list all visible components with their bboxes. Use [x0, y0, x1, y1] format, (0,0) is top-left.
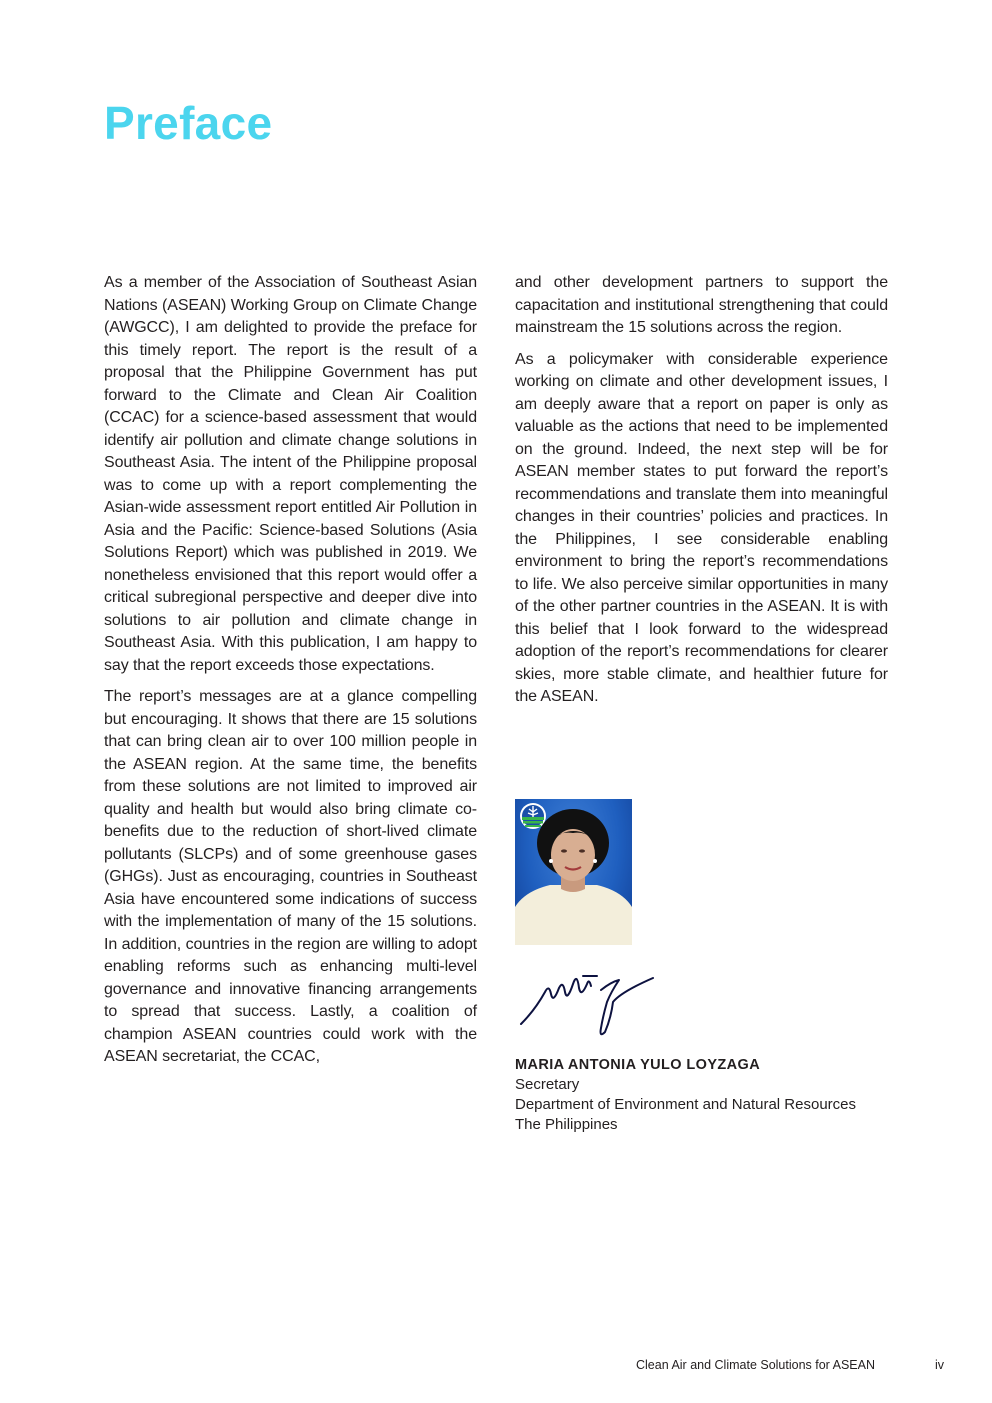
signatory-name: MARIA ANTONIA YULO LOYZAGA: [515, 1057, 761, 1073]
body-paragraph: and other development partners to support the capacitation and institutional strengthening that could mainstream the 15 solutions across the region.: [515, 274, 888, 336]
page-title: Preface: [104, 97, 273, 149]
footer-page-number: iv: [935, 1358, 945, 1372]
signatory-position: Secretary: [515, 1076, 580, 1093]
signature-image: [515, 962, 665, 1042]
denr-logo-icon: [520, 803, 546, 829]
body-paragraph: As a policymaker with considerable experience working on climate and other development issues, I am deeply aware that a report on paper is only as valuable as the actions that need to be implemented on the ground. Indeed, the next step will be for ASEAN member states to put forward the report’s recommendations and translate them into meaningful changes in their countries’ policies and practices. In the Philippines, I see considerable enabling environment to bring the report’s recommendations to life. We also perceive similar opportunities in many of the other partner countries in the ASEAN. It is with this belief that I look forward to the widespread adoption of the report’s recommendations for clearer skies, more stable climate, and healthier future for the ASEAN.: [515, 350, 888, 705]
footer-publication-title: Clean Air and Climate Solutions for ASEAN: [636, 1358, 876, 1372]
body-paragraph: As a member of the Association of Southeast Asian Nations (ASEAN) Working Group on Climate Change (AWGCC), I am delighted to provide the preface for this timely report. The report is the result of a proposal that the Philippine Government has put forward to the Climate and Clean Air Coalition (CCAC) for a science-based assessment that would identify air pollution and climate change solutions in Southeast Asia. The intent of the Philippine proposal was to come up with a report complementing the Asian-wide assessment report entitled Air Pollution in Asia and the Pacific: Science-based Solutions (Asia Solutions Report) which was published in 2019. We nonetheless envisioned that this report would offer a critical subregional perspective and deeper dive into solutions to air pollution and climate change in Southeast Asia. With this publication, I am happy to say that the report exceeds those expectations.: [104, 274, 477, 674]
body-paragraph: The report’s messages are at a glance compelling but encouraging. It shows that there are 15 solutions that can bring clean air to over 100 million people in the ASEAN region. At the same time, the benefits from these solutions are not limited to improved air quality and health but would also bring climate co-benefits due to the reduction of short-lived climate pollutants (SLCPs) and of some greenhouse gases (GHGs). Just as encouraging, countries in Southeast Asia have encountered some indications of success with the implementation of many of the 15 solutions. In addition, countries in the region are willing to adopt enabling reforms such as enhancing multi-level governance and innovative financing arrangements to spread that success. Lastly, a coalition of champion ASEAN countries could work with the ASEAN secretariat, the CCAC,: [104, 688, 477, 1065]
signatory-department: Department of Environment and Natural Resources: [515, 1096, 857, 1113]
portrait-illustration: [515, 799, 632, 945]
left-column: [104, 272, 477, 1078]
signatory-block: [515, 1055, 915, 1135]
portrait-photo: [515, 799, 632, 945]
right-column: [515, 272, 888, 718]
signatory-country: The Philippines: [515, 1116, 618, 1133]
